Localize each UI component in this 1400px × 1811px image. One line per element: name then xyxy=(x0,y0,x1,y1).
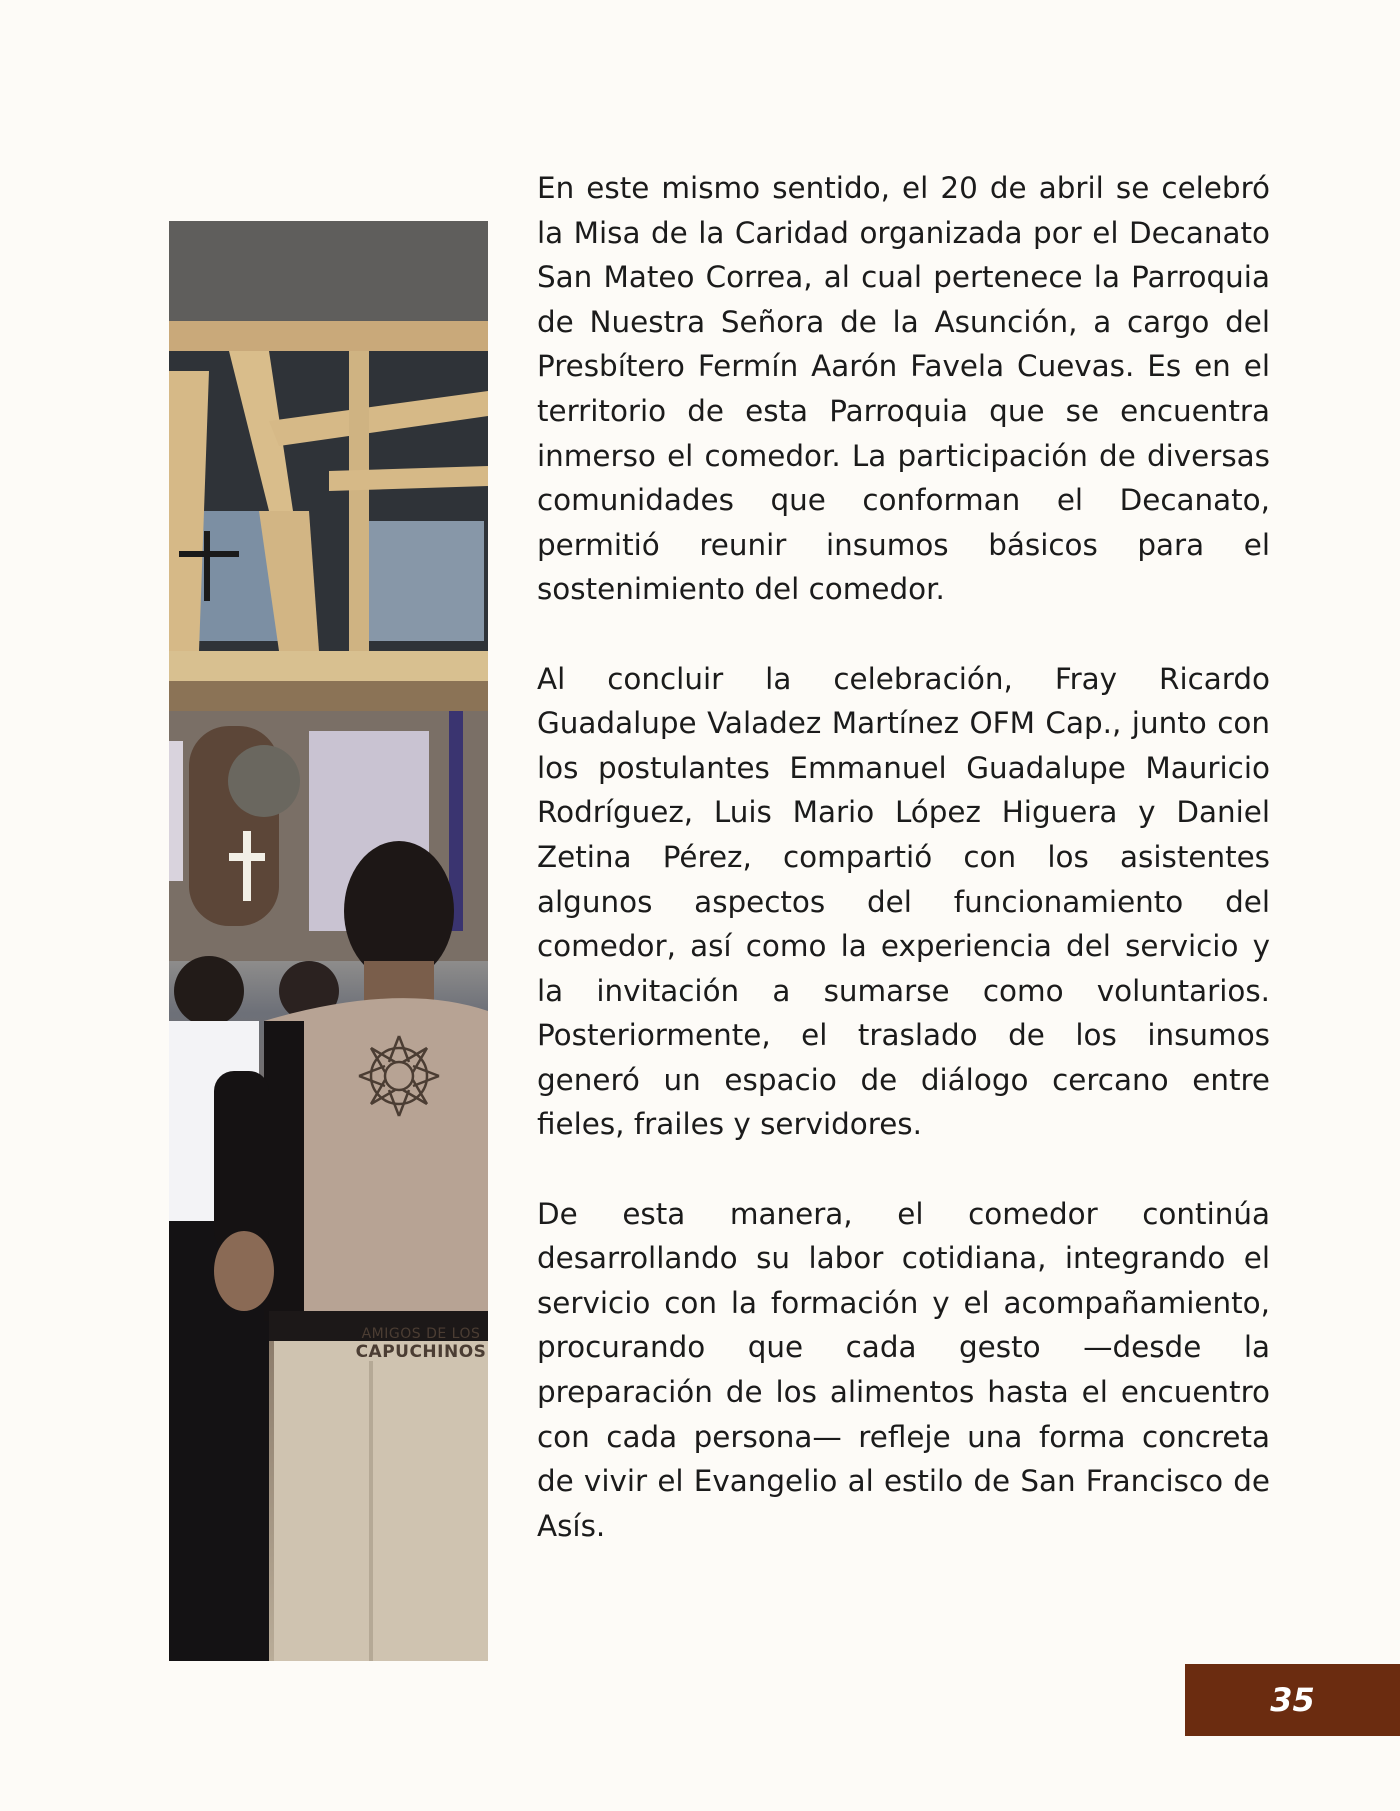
church-photo xyxy=(169,221,488,1661)
page-number-box xyxy=(1185,1664,1400,1736)
vest-text-line1: AMIGOS DE LOS xyxy=(361,1326,481,1342)
paragraph-2: Al concluir la celebración, Fray Ricardo Guadalupe Valadez Martínez OFM Cap., junto con los postulantes Emmanuel Guadalupe Mauricio Rodríguez, Luis Mario López Higuera y Daniel Zetina Pérez, compartió con los asistentes algunos aspectos del funcionamiento del comedor, así como la experiencia del servicio y la invitación a sumarse como voluntarios. Posteriormente, el traslado de los insumos generó un espacio de diálogo cercano entre fieles, frailes y servidores. xyxy=(537,661,1270,1142)
vest-logo-text xyxy=(321,1326,488,1362)
article-text xyxy=(537,166,1270,1593)
photo-illustration xyxy=(169,221,488,1661)
paragraph-3: De esta manera, el comedor continúa desarrollando su labor cotidiana, integrando el servicio con la formación y el acompañamiento, procurando que cada gesto —desde la preparación de los alimentos hasta el encuentro con cada persona— refleje una forma concreta de vivir el Evangelio al estilo de San Francisco de Asís. xyxy=(537,1196,1270,1543)
vest-text-line2: CAPUCHINOS xyxy=(355,1342,487,1362)
page-number: 35 xyxy=(1270,1681,1315,1719)
paragraph-1: En este mismo sentido, el 20 de abril se celebró la Misa de la Caridad organizada por el Decanato San Mateo Correa, al cual pertenece la Parroquia de Nuestra Señora de la Asunción, a cargo del Presbítero Fermín Aarón Favela Cuevas. Es en el territorio de esta Parroquia que se encuentra inmerso el comedor. La participación de diversas comunidades que conforman el Decanato, permitió reunir insumos básicos para el sostenimiento del comedor. xyxy=(537,171,1270,607)
